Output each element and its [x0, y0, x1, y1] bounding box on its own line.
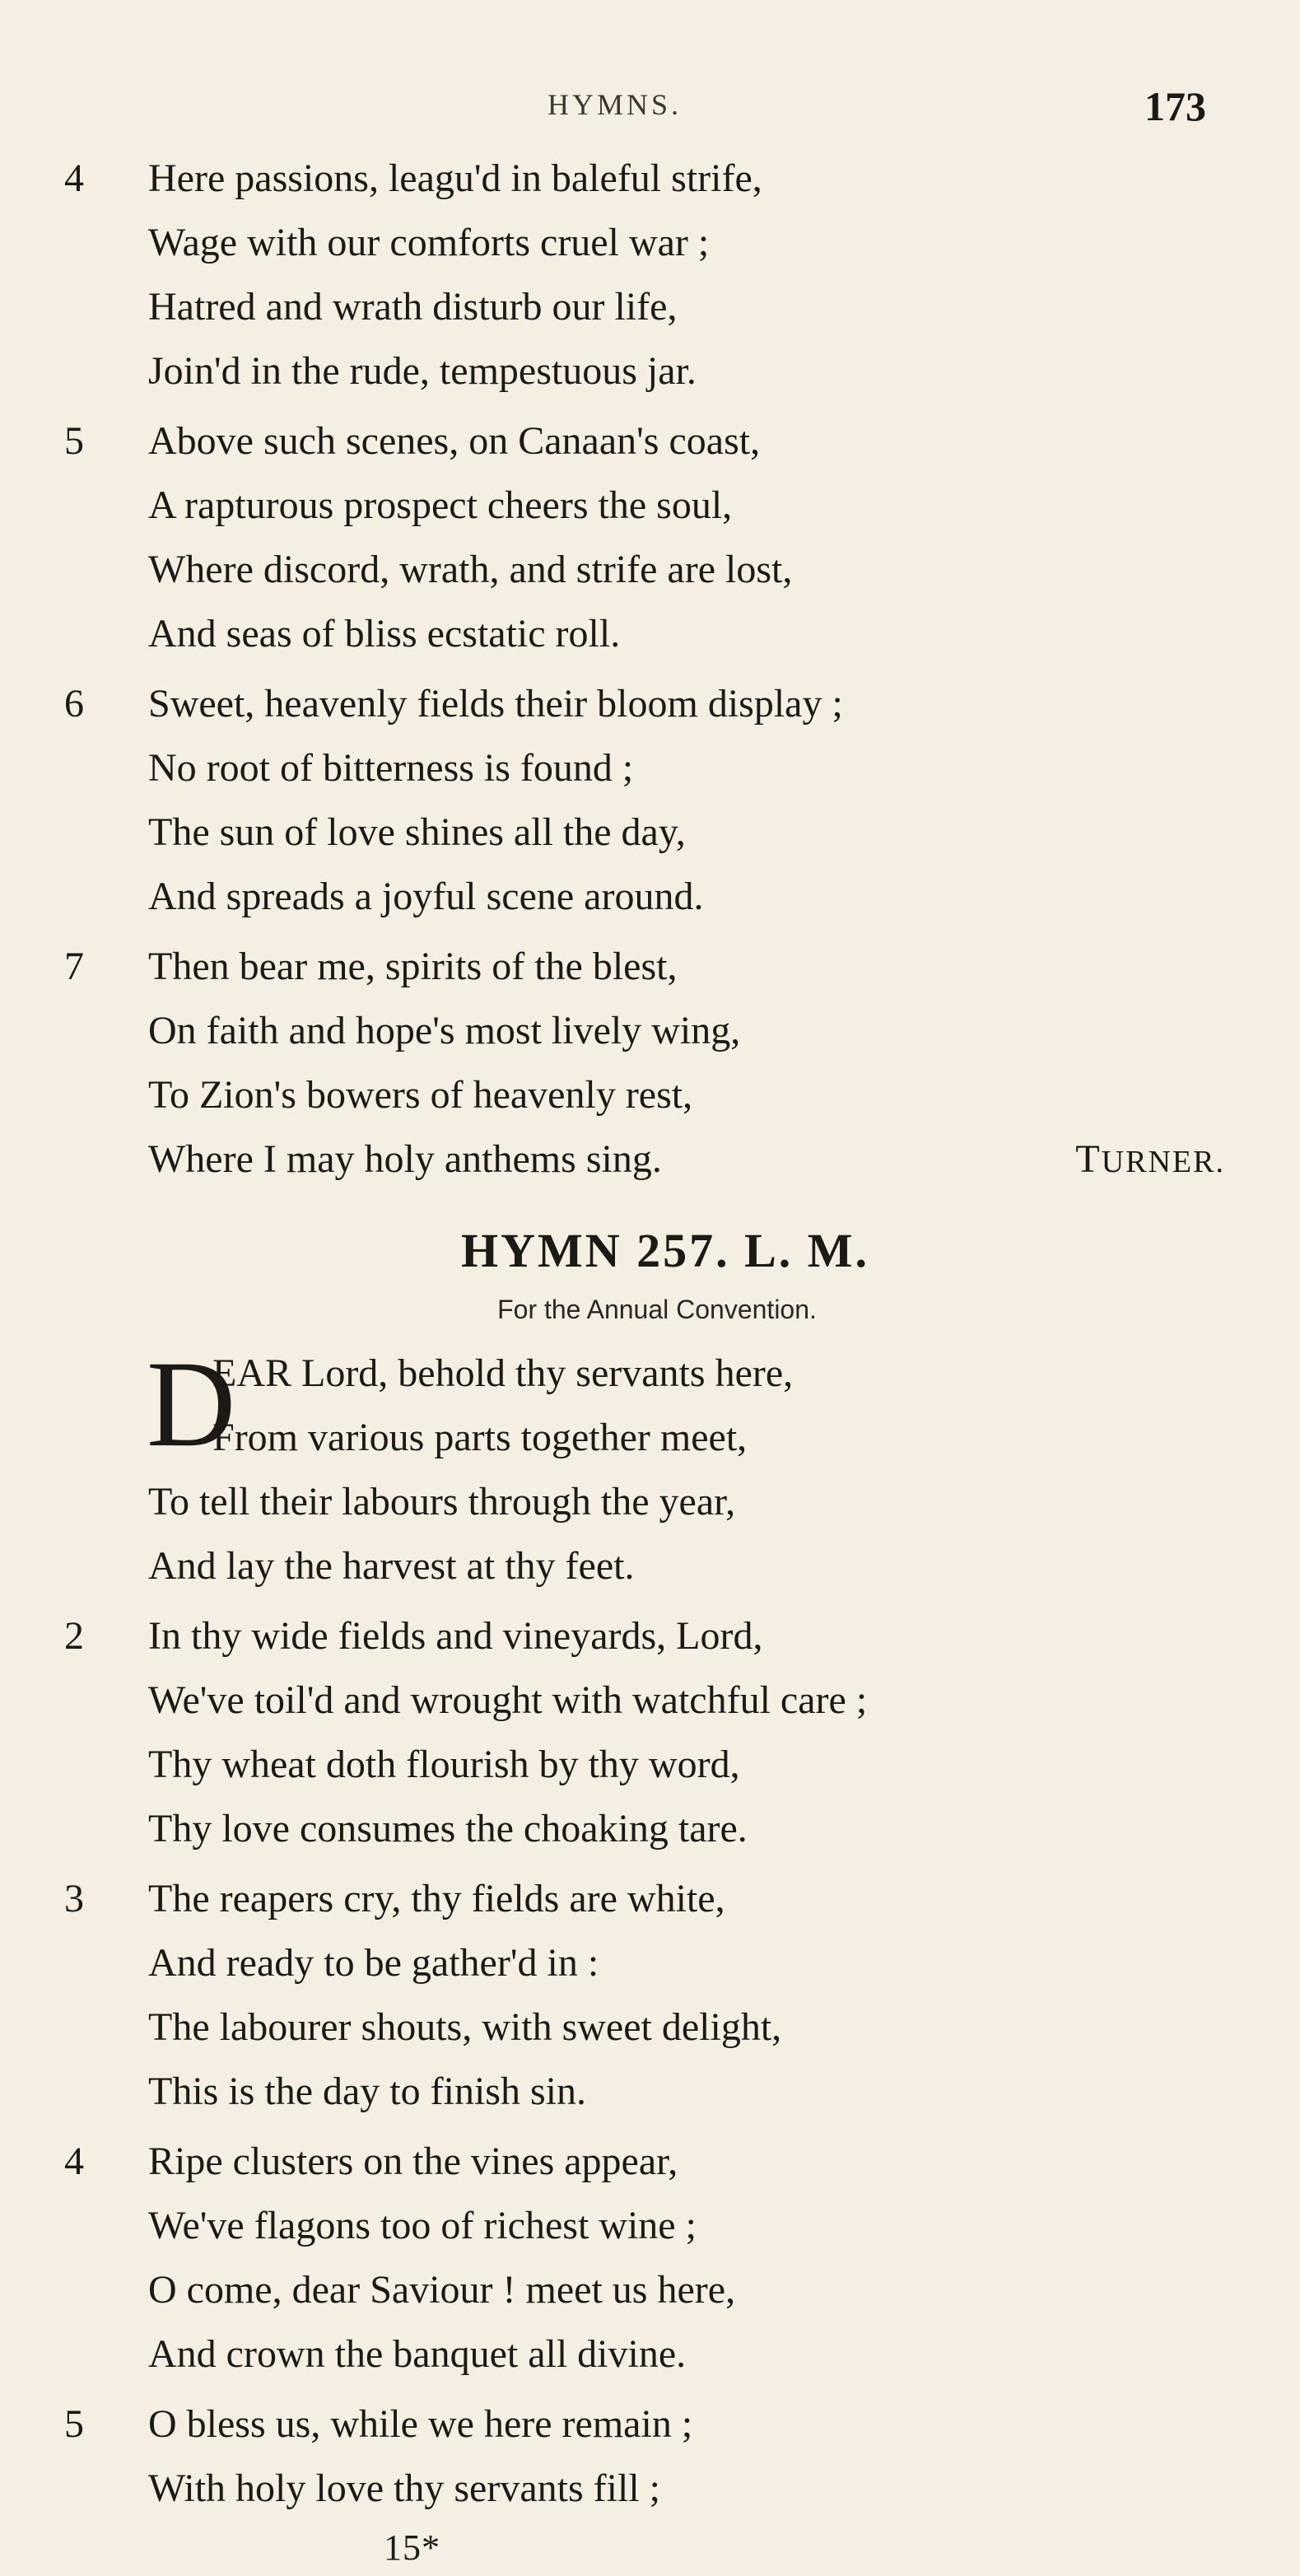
stanza — [64, 672, 1233, 929]
stanza — [64, 2130, 1233, 2387]
verse-text: Where discord, wrath, and strife are lost, — [148, 548, 793, 591]
stanza-number: 5 — [64, 2402, 84, 2446]
verse-text: On faith and hope's most lively wing, — [148, 1009, 741, 1052]
verse-line — [64, 2322, 1233, 2387]
verse-text: And spreads a joyful scene around. — [148, 875, 704, 918]
verse-line — [64, 1127, 1233, 1192]
verse-line — [64, 1063, 1233, 1127]
stanza-number: 4 — [64, 156, 84, 200]
verse-line — [64, 999, 1233, 1063]
stanza — [64, 1867, 1233, 2124]
verse-text: And ready to be gather'd in : — [148, 1941, 599, 1985]
stanza-number: 7 — [64, 945, 84, 988]
verse-line — [64, 2130, 1233, 2194]
stanza — [64, 2392, 1233, 2521]
previous-hymn — [64, 147, 1233, 1192]
verse-line — [64, 275, 1233, 339]
verse-text: And lay the harvest at thy feet. — [148, 1544, 635, 1588]
hymn-subtitle: For the Annual Convention. — [497, 1295, 817, 1324]
verse-line — [64, 339, 1233, 404]
verse-line — [64, 1406, 1233, 1470]
verse-text: Where I may holy anthems sing. — [148, 1137, 662, 1181]
verse-text: Above such scenes, on Canaan's coast, — [148, 419, 761, 463]
verse-text: Hatred and wrath disturb our life, — [148, 285, 678, 329]
verse-text: No root of bitterness is found ; — [148, 746, 634, 790]
verse-text: In thy wide fields and vineyards, Lord, — [148, 1614, 763, 1658]
verse-line — [64, 147, 1233, 211]
verse-text: To tell their labours through the year, — [148, 1480, 736, 1524]
verse-line — [64, 935, 1233, 999]
hymn-title: HYMN 257. L. M. — [460, 1224, 870, 1277]
stanza — [64, 147, 1233, 404]
verse-text: Thy love consumes the choaking tare. — [148, 1807, 748, 1850]
stanza-number: 4 — [64, 2140, 84, 2183]
verse-text: O come, dear Saviour ! meet us here, — [148, 2268, 736, 2312]
verse-line — [64, 1733, 1233, 1797]
verse-line — [64, 1534, 1233, 1598]
stanza-first — [64, 1336, 1233, 1598]
stanza — [64, 935, 1233, 1192]
verse-text: And seas of bliss ecstatic roll. — [148, 612, 621, 656]
stanza-number: 2 — [64, 1614, 84, 1658]
verse-text: We've flagons too of richest wine ; — [148, 2204, 697, 2247]
verse-line — [64, 211, 1233, 275]
verse-line — [64, 1470, 1233, 1534]
verse-line — [64, 2392, 1233, 2457]
verse-text: EAR Lord, behold thy servants here, — [212, 1351, 794, 1395]
verse-line — [64, 1342, 1233, 1406]
running-head — [0, 82, 1300, 132]
stanza — [64, 1604, 1233, 1861]
verse-text: O bless us, while we here remain ; — [148, 2402, 693, 2446]
verse-line — [64, 1668, 1233, 1733]
verse-text: From various parts together meet, — [212, 1416, 748, 1459]
verse-text: The reapers cry, thy fields are white, — [148, 1877, 725, 1920]
verse-text: With holy love thy servants fill ; — [148, 2466, 660, 2510]
page-number: 173 — [1144, 83, 1206, 129]
verse-line — [64, 602, 1233, 666]
hymn-257 — [64, 1336, 1233, 2521]
verse-text: Join'd in the rude, tempestuous jar. — [148, 349, 697, 393]
verse-text: Ripe clusters on the vines appear, — [148, 2140, 678, 2183]
verse-text: Here passions, leagu'd in baleful strife, — [148, 156, 762, 200]
verse-line — [64, 474, 1233, 538]
stanza-number: 5 — [64, 419, 84, 463]
verse-line — [64, 1867, 1233, 1931]
verse-text: Sweet, heavenly fields their bloom display ; — [148, 682, 843, 726]
verse-line — [64, 2194, 1233, 2258]
verse-text: And crown the banquet all divine. — [148, 2332, 687, 2376]
verse-text: Wage with our comforts cruel war ; — [148, 221, 710, 264]
stanza — [64, 409, 1233, 666]
stanza-number: 3 — [64, 1877, 84, 1920]
verse-text: To Zion's bowers of heavenly rest, — [148, 1073, 693, 1117]
body-text — [64, 147, 1233, 2576]
signature-row — [64, 2527, 1233, 2576]
author-initial: T — [1075, 1137, 1102, 1181]
verse-text: The sun of love shines all the day, — [148, 810, 686, 854]
running-head-title: HYMNS. — [547, 88, 683, 121]
verse-line — [64, 2060, 1233, 2124]
verse-line — [64, 865, 1233, 929]
verse-line — [64, 1604, 1233, 1668]
stanza-number: 6 — [64, 682, 84, 726]
verse-line — [64, 409, 1233, 474]
verse-text: We've toil'd and wrought with watchful care ; — [148, 1678, 868, 1722]
verse-line — [64, 672, 1233, 736]
verse-text: Thy wheat doth flourish by thy word, — [148, 1743, 740, 1786]
verse-line — [64, 736, 1233, 800]
verse-line — [64, 2258, 1233, 2322]
drop-cap: D — [147, 1336, 236, 1472]
author-rest: URNER. — [1101, 1145, 1225, 1179]
verse-line — [64, 1797, 1233, 1861]
verse-line — [64, 2457, 1233, 2521]
hymn-author — [1075, 1127, 1225, 1194]
verse-text: The labourer shouts, with sweet delight, — [148, 2005, 782, 2049]
verse-line — [64, 538, 1233, 602]
verse-text: Then bear me, spirits of the blest, — [148, 945, 678, 988]
verse-text: This is the day to finish sin. — [148, 2070, 586, 2113]
verse-line — [64, 800, 1233, 865]
verse-line — [64, 1995, 1233, 2060]
verse-text: A rapturous prospect cheers the soul, — [148, 483, 733, 527]
signature-mark: 15* — [384, 2527, 440, 2568]
verse-line — [64, 1931, 1233, 1995]
